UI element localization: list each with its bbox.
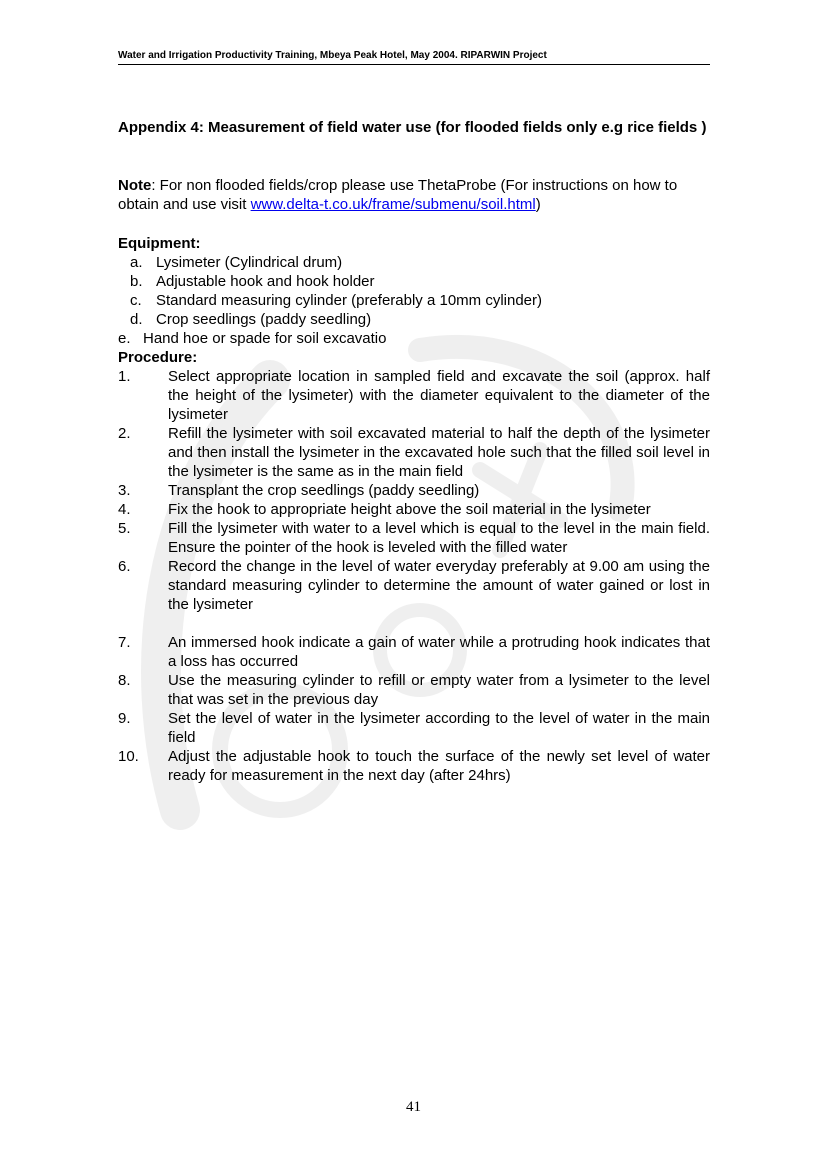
procedure-step [118, 367, 710, 424]
item-text: Lysimeter (Cylindrical drum) [156, 254, 343, 271]
note-label: Note [118, 177, 152, 194]
step-text: Record the change in the level of water everyday preferably at 9.00 am using the standard measuring cylinder to determine the amount of water gained or lost in the lysimeter [168, 558, 710, 613]
step-text: Adjust the adjustable hook to touch the surface of the newly set level of water ready for measurement in the next day (after 24hrs) [168, 748, 710, 784]
step-number: 2. [118, 425, 131, 442]
step-number: 5. [118, 520, 131, 537]
step-text: Fill the lysimeter with water to a level which is equal to the level in the main field. Ensure the pointer of the hook is leveled with the filled water [168, 520, 710, 556]
page-number: 41 [406, 1099, 421, 1115]
equipment-item [118, 291, 710, 310]
note-text: : For non flooded fields/crop please use ThetaProbe (For instructions on how to obtain and use visit [118, 177, 678, 213]
item-marker: b. [130, 273, 143, 290]
step-number: 10. [118, 748, 139, 765]
procedure-step [118, 671, 710, 709]
procedure-list [118, 367, 710, 785]
step-text: Fix the hook to appropriate height above the soil material in the lysimeter [168, 501, 651, 518]
step-text: Set the level of water in the lysimeter according to the level of water in the main field [168, 710, 710, 746]
item-marker: c. [130, 292, 142, 309]
appendix-title: Appendix 4: Measurement of field water use (for flooded fields only e.g rice fields ) [118, 119, 707, 136]
item-text: Standard measuring cylinder (preferably a 10mm cylinder) [156, 292, 543, 309]
item-text: Adjustable hook and hook holder [156, 273, 375, 290]
item-text: Crop seedlings (paddy seedling) [156, 311, 372, 328]
procedure-step [118, 424, 710, 481]
step-number: 7. [118, 634, 131, 651]
step-text: Use the measuring cylinder to refill or empty water from a lysimeter to the level that was set in the previous day [168, 672, 710, 708]
equipment-item [118, 253, 710, 272]
step-number: 8. [118, 672, 131, 689]
step-number: 9. [118, 710, 131, 727]
item-marker: a. [130, 254, 143, 271]
step-number: 4. [118, 501, 131, 518]
step-text: An immersed hook indicate a gain of water while a protruding hook indicates that a loss has occurred [168, 634, 710, 670]
step-number: 3. [118, 482, 131, 499]
step-number: 1. [118, 368, 131, 385]
soil-link[interactable]: www.delta-t.co.uk/frame/submenu/soil.html [250, 196, 536, 213]
equipment-item [118, 272, 710, 291]
step-number: 6. [118, 558, 131, 575]
procedure-step [118, 519, 710, 557]
step-text: Transplant the crop seedlings (paddy seedling) [168, 482, 480, 499]
step-text: Refill the lysimeter with soil excavated material to half the depth of the lysimeter and then install the lysimeter in the excavated hole such that the filled soil level in the lysimeter is the same as in the main field [168, 425, 710, 480]
step-text: Select appropriate location in sampled field and excavate the soil (approx. half the height of the lysimeter) with the diameter equivalent to the diameter of the lysimeter [168, 368, 710, 423]
procedure-step [118, 500, 710, 519]
procedure-step [118, 481, 710, 500]
running-header: Water and Irrigation Productivity Training, Mbeya Peak Hotel, May 2004. RIPARWIN Project [118, 49, 710, 65]
equipment-heading: Equipment: [118, 235, 201, 252]
procedure-heading: Procedure: [118, 349, 198, 366]
note-text-end: ) [535, 196, 541, 213]
equipment-list [118, 253, 710, 348]
procedure-step [118, 709, 710, 747]
note-paragraph [118, 176, 710, 214]
equipment-item [118, 329, 710, 348]
procedure-step [118, 747, 710, 785]
item-marker: d. [130, 311, 143, 328]
item-text: Hand hoe or spade for soil excavatio [143, 330, 387, 347]
procedure-step [118, 557, 710, 614]
item-marker: e. [118, 330, 131, 347]
equipment-item [118, 310, 710, 329]
procedure-step [118, 633, 710, 671]
